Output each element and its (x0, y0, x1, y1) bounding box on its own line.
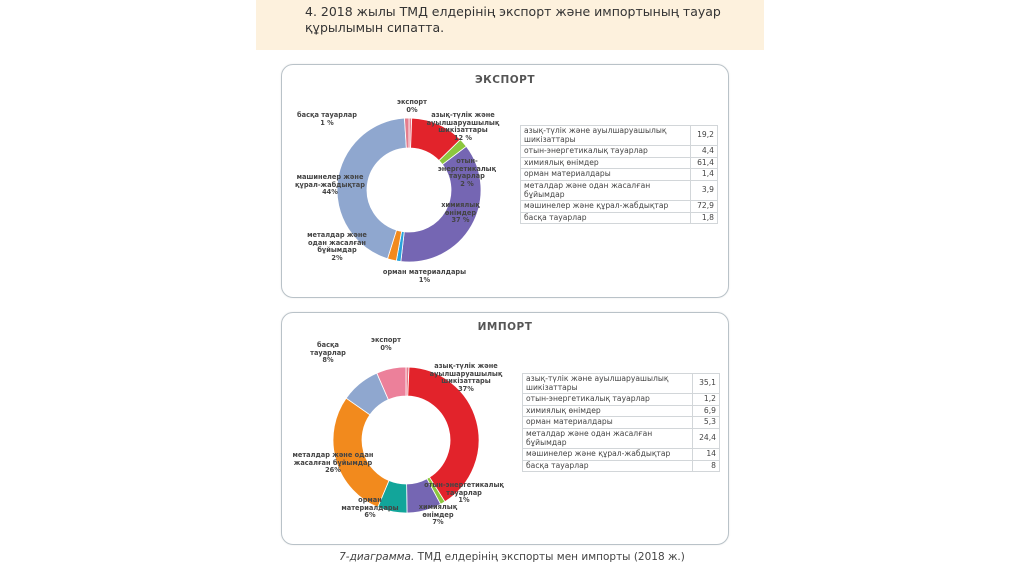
import-chart-title: ИМПОРТ (477, 321, 533, 333)
export-table-value-1: 4,4 (691, 146, 718, 158)
import-panel (281, 312, 729, 545)
export-label-export-name: экспорт (397, 98, 427, 106)
export-table-row (521, 212, 718, 224)
export-label-export-pct: 0% (406, 105, 418, 114)
export-label-metals (297, 232, 377, 262)
import-label-forest (334, 497, 406, 520)
page-title: 4. 2018 жылы ТМД елдерінің экспорт және импортының тауар құрылымын сипатта. (305, 4, 721, 35)
export-label-machines-pct: 44% (322, 188, 338, 197)
figure-caption (0, 551, 1024, 563)
export-label-metals-name: металдар және одан жасалған бұйымдар (307, 231, 367, 255)
export-table-row (521, 146, 718, 158)
import-table-name-3: орман материалдары (523, 417, 693, 429)
import-table-name-6: басқа тауарлар (523, 460, 693, 472)
import-label-chemicals-pct: 7% (432, 518, 444, 527)
export-label-food-pct: 12 % (453, 133, 473, 142)
export-label-food (418, 112, 508, 142)
import-label-fuel (423, 482, 505, 505)
import-table-value-4: 24,4 (693, 428, 720, 448)
export-table-row (521, 201, 718, 213)
export-table-row (521, 180, 718, 200)
export-label-fuel-pct: 2 % (460, 179, 474, 188)
export-label-chemicals-name: химиялық өнімдер (441, 201, 480, 217)
import-table-name-5: мәшинелер және құрал-жабдықтар (523, 449, 693, 461)
export-label-forest-pct: 1% (418, 275, 431, 284)
export-table-name-0: азық-түлік және ауылшаруашылық шикізаттары (521, 126, 691, 146)
import-table-value-0: 35,1 (693, 374, 720, 394)
import-table-name-1: отын-энергетикалық тауарлар (523, 394, 693, 406)
export-panel (281, 64, 729, 298)
import-table-row (523, 449, 720, 461)
export-table-value-0: 19,2 (691, 126, 718, 146)
export-table-value-6: 1,8 (691, 212, 718, 224)
export-table-name-1: отын-энергетикалық тауарлар (521, 146, 691, 158)
caption-text: ТМД елдерінің экспорты мен импорты (2018 ж.) (414, 551, 685, 563)
export-table-row (521, 169, 718, 181)
import-label-fuel-name: отын-энергетикалық тауарлар (424, 481, 504, 497)
import-label-chemicals-name: химиялық өнімдер (418, 503, 458, 519)
export-label-chemicals (428, 202, 493, 225)
import-label-other-name: басқа тауарлар (310, 341, 346, 357)
import-label-metals-pct: 26% (325, 466, 341, 475)
import-table-row (523, 405, 720, 417)
import-table-value-3: 5,3 (693, 417, 720, 429)
export-label-other (297, 112, 357, 127)
export-label-fuel (432, 158, 502, 188)
export-chart-title: ЭКСПОРТ (474, 74, 536, 86)
export-label-food-name: азық-түлік және ауылшаруашылық шикізаттары (426, 111, 500, 135)
export-table-name-2: химиялық өнімдер (521, 157, 691, 169)
import-label-metals-name: металдар және одан жасалған бұйымдар (292, 451, 374, 467)
import-label-metals (290, 452, 376, 475)
import-table-name-2: химиялық өнімдер (523, 405, 693, 417)
export-table-value-5: 72,9 (691, 201, 718, 213)
import-table-name-0: азық-түлік және ауылшаруашылық шикізаттары (523, 374, 693, 394)
export-label-forest (377, 269, 472, 284)
import-label-export-pct: 0% (380, 343, 392, 352)
export-table-row (521, 157, 718, 169)
caption-label: 7-диаграмма. (339, 551, 415, 563)
import-table-value-2: 6,9 (693, 405, 720, 417)
import-table-row (523, 417, 720, 429)
export-table-value-3: 1,4 (691, 169, 718, 181)
export-table (520, 125, 718, 224)
import-label-export-name: экспорт (371, 336, 401, 344)
import-label-forest-pct: 6% (364, 511, 376, 520)
import-table-value-5: 14 (693, 449, 720, 461)
export-table-name-6: басқа тауарлар (521, 212, 691, 224)
import-table-value-1: 1,2 (693, 394, 720, 406)
export-table-value-4: 3,9 (691, 180, 718, 200)
export-label-fuel-name: отын-энергетикалық тауарлар (437, 157, 497, 181)
export-label-other-pct: 1 % (320, 118, 334, 127)
import-label-export (367, 337, 405, 352)
import-label-other (308, 342, 348, 365)
export-table-value-2: 61,4 (691, 157, 718, 169)
import-table-row (523, 374, 720, 394)
import-label-food-name: азық-түлік және ауылшаруашылық шикізаттары (429, 362, 503, 386)
import-label-forest-name: орман материалдары (341, 496, 399, 512)
export-label-machines (291, 174, 369, 197)
export-table-row (521, 126, 718, 146)
import-label-fuel-pct: 1% (458, 496, 470, 505)
export-label-other-name: басқа тауарлар (297, 111, 357, 119)
import-table-name-4: металдар және одан жасалған бұйымдар (523, 428, 693, 448)
export-label-machines-name: машинелер және құрал-жабдықтар (295, 173, 365, 189)
import-table (522, 373, 720, 472)
import-label-other-pct: 8% (322, 356, 334, 365)
import-label-chemicals (412, 504, 464, 527)
import-table-row (523, 460, 720, 472)
export-table-name-5: мәшинелер және құрал-жабдықтар (521, 201, 691, 213)
import-table-row (523, 394, 720, 406)
export-table-name-3: орман материалдары (521, 169, 691, 181)
export-label-chemicals-pct: 37 % (451, 216, 470, 225)
export-table-name-4: металдар және одан жасалған бұйымдар (521, 180, 691, 200)
import-label-food (422, 363, 510, 393)
import-table-value-6: 8 (693, 460, 720, 472)
import-label-food-pct: 37% (458, 384, 474, 393)
export-label-forest-name: орман материалдары (382, 268, 467, 276)
import-table-row (523, 428, 720, 448)
export-label-metals-pct: 2% (331, 253, 343, 262)
